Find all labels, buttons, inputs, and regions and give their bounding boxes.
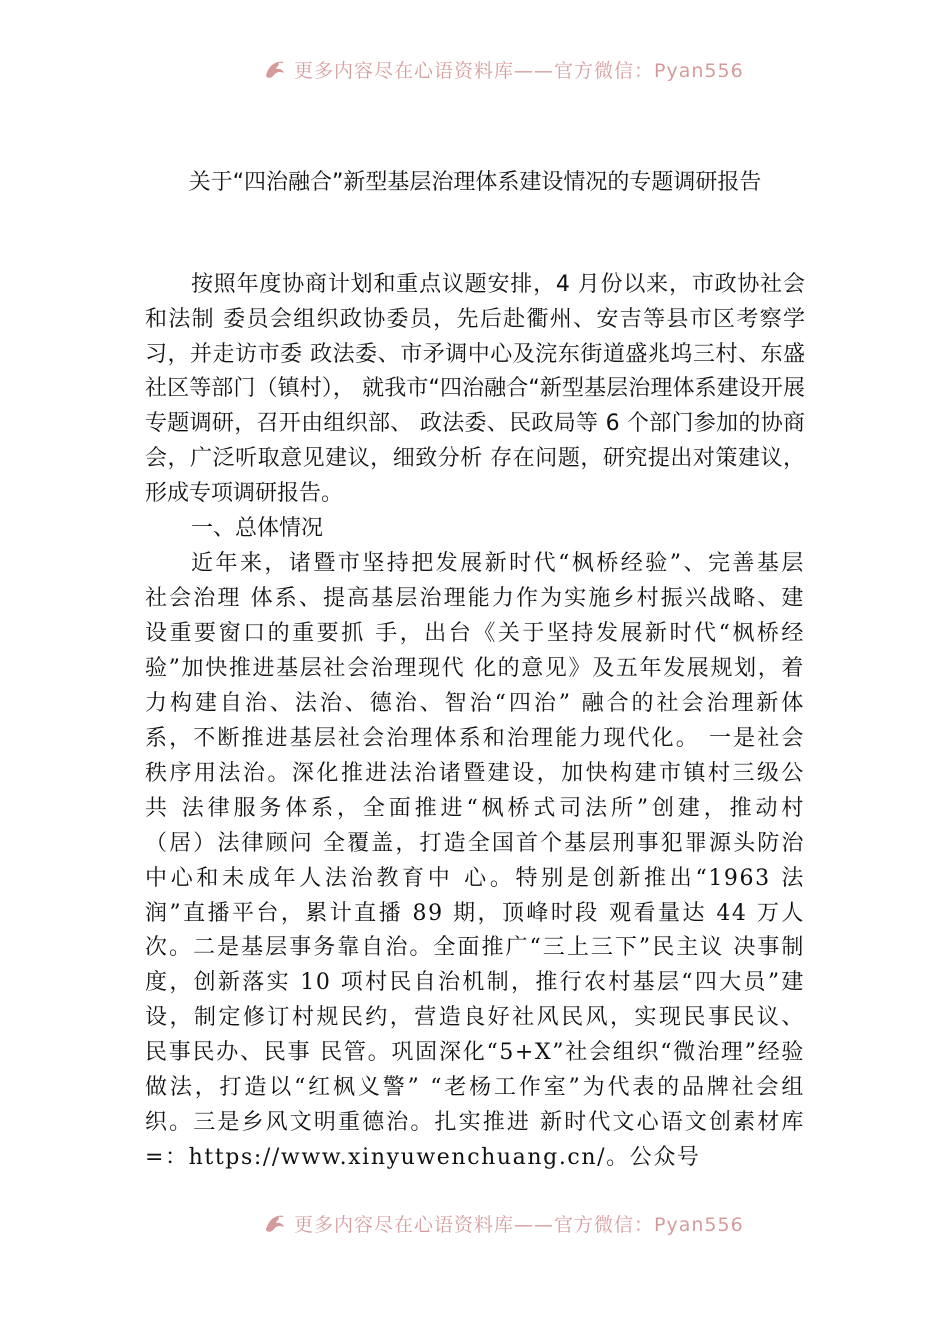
document-title: 关于“四治融合”新型基层治理体系建设情况的专题调研报告 [188,170,762,195]
section-body: 近年来，诸暨市坚持把发展新时代“枫桥经验”、完善基层社会治理 体系、提高基层治理能力作为实施乡村振兴战略、建设重要窗口的重要抓 手，出台《关于坚持发展新时代“枫桥经验”加快推进基层社会治理现代 化的意见》及五年发展规划，着力构建自治、法治、德治、智治“四治” 融合的社会治理新体系，不断推进基层社会治理体系和治理能力现代化。 一是社会秩序用法治。深化推进法治诸暨建设，加快构建市镇村三级公共 法律服务体系，全面推进“枫桥式司法所”创建，推动村（居）法律顾问 全覆盖，打造全国首个基层刑事犯罪源头防治中心和未成年人法治教育中 心。特别是创新推出“1963 法润”直播平台，累计直播 89 期，顶峰时段 观看量达 44 万人次。二是基层事务靠自治。全面推广“三上三下”民主议 决事制度，创新落实 10 项村民自治机制，推行农村基层“四大员”建设，制定修订村规民约，营造良好社风民风，实现民事民议、民事民办、民事 民管。巩固深化“5+X”社会组织“微治理”经验做法，打造以“红枫义警” “老杨工作室”为代表的品牌社会组织。三是乡风文明重德治。扎实推进 新时代文心语文创素材库=：https://www.xinyuwenchuang.cn/。公众号 [145,551,805,1171]
dragon-logo-icon [262,56,288,82]
watermark-footer [262,1206,744,1240]
dragon-logo-icon [262,1210,288,1236]
watermark-text: 更多内容尽在心语资料库——官方微信：Pyan556 [294,59,744,82]
watermark-header [262,52,744,86]
intro-paragraph: 按照年度协商计划和重点议题安排，4 月份以来，市政协社会和法制 委员会组织政协委员，先后赴衢州、安吉等县市区考察学习，并走访市委 政法委、市矛调中心及浣东街道盛兆坞三村、东盛社区等部门（镇村）， 就我市“四治融合“新型基层治理体系建设开展专题调研，召开由组织部、 政法委、民政局等 6 个部门参加的协商会，广泛听取意见建议，细致分析 存在问题，研究提出对策建议，形成专项调研报告。 [145,272,805,506]
section-heading: 一、总体情况 [191,516,324,541]
watermark-text: 更多内容尽在心语资料库——官方微信：Pyan556 [294,1213,744,1236]
